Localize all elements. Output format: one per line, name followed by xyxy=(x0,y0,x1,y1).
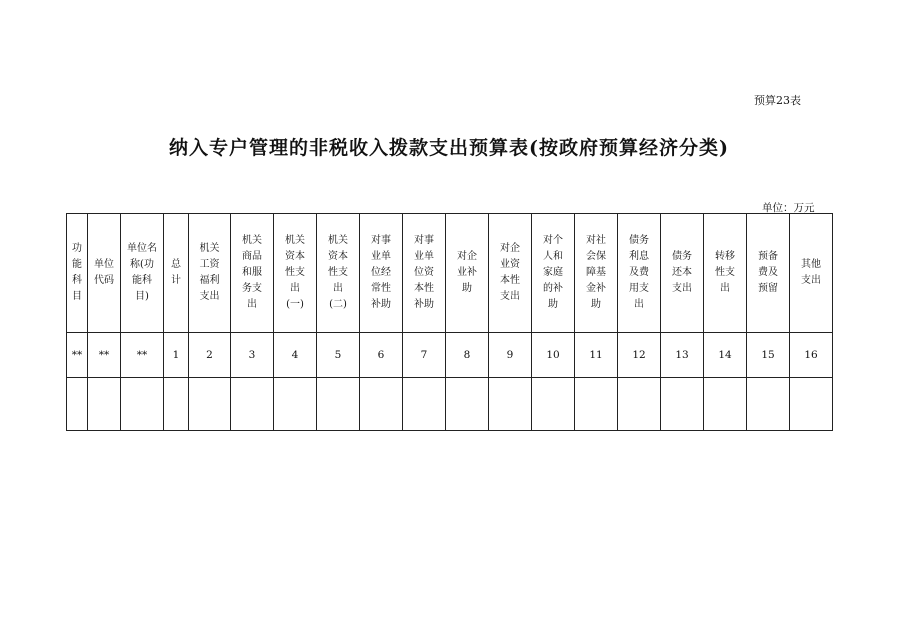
code-cell: 13 xyxy=(661,333,704,378)
empty-cell xyxy=(67,378,88,431)
table-header-row xyxy=(67,214,833,333)
header-unit-name: 单位名称(功能科目) xyxy=(127,243,157,302)
code-cell: 16 xyxy=(790,333,833,378)
header-cell xyxy=(231,214,274,333)
empty-cell xyxy=(661,378,704,431)
empty-cell xyxy=(360,378,403,431)
header-cell xyxy=(274,214,317,333)
code-cell: 5 xyxy=(317,333,360,378)
header-cell xyxy=(189,214,231,333)
header-cell xyxy=(575,214,618,333)
code-cell: 14 xyxy=(704,333,747,378)
header-cell xyxy=(67,214,88,333)
empty-cell xyxy=(231,378,274,431)
empty-cell xyxy=(704,378,747,431)
empty-cell xyxy=(747,378,790,431)
empty-cell xyxy=(121,378,164,431)
header-col-6: 对事业单位资本性补助 xyxy=(414,235,434,310)
header-col-3: 机关资本性支出(一) xyxy=(285,235,305,310)
page-title: 纳入专户管理的非税收入拨款支出预算表(按政府预算经济分类) xyxy=(169,137,729,159)
code-cell: 12 xyxy=(618,333,661,378)
empty-cell xyxy=(88,378,121,431)
code-function-subject: ** xyxy=(71,349,83,361)
unit-label: 单位：万元 xyxy=(762,202,815,214)
header-total: 总计 xyxy=(171,259,181,286)
code-cell: 7 xyxy=(403,333,446,378)
code-cell: 8 xyxy=(446,333,489,378)
header-cell xyxy=(164,214,189,333)
code-cell: ** xyxy=(88,333,121,378)
budget-table xyxy=(66,213,833,431)
table-number: 预算23表 xyxy=(754,94,801,107)
code-cell: 10 xyxy=(532,333,575,378)
code-cell: 4 xyxy=(274,333,317,378)
header-cell xyxy=(121,214,164,333)
empty-cell xyxy=(532,378,575,431)
code-cell: 2 xyxy=(189,333,231,378)
header-col-7: 对企业补助 xyxy=(457,251,477,294)
header-col-9: 对个人和家庭的补助 xyxy=(543,235,563,310)
header-col-1: 机关工资福利支出 xyxy=(199,243,220,302)
code-cell xyxy=(67,333,88,378)
header-cell xyxy=(790,214,833,333)
header-col-8: 对企业资本性支出 xyxy=(500,243,520,302)
header-col-2: 机关商品和服务支出 xyxy=(242,235,262,310)
header-cell xyxy=(360,214,403,333)
code-cell: 1 xyxy=(164,333,189,378)
empty-cell xyxy=(164,378,189,431)
header-cell xyxy=(489,214,532,333)
header-col-12: 债务还本支出 xyxy=(672,251,692,294)
header-cell xyxy=(88,214,121,333)
code-cell: 11 xyxy=(575,333,618,378)
header-cell xyxy=(403,214,446,333)
header-col-10: 对社会保障基金补助 xyxy=(586,235,606,310)
table-row-empty xyxy=(67,378,833,431)
empty-cell xyxy=(403,378,446,431)
empty-cell xyxy=(274,378,317,431)
header-cell xyxy=(532,214,575,333)
header-unit-code: 单位代码 xyxy=(94,259,114,286)
empty-cell xyxy=(575,378,618,431)
empty-cell xyxy=(189,378,231,431)
code-cell: 6 xyxy=(360,333,403,378)
header-col-13: 转移性支出 xyxy=(715,251,735,294)
empty-cell xyxy=(317,378,360,431)
empty-cell xyxy=(790,378,833,431)
header-col-11: 债务利息及费用支出 xyxy=(629,235,649,310)
header-cell xyxy=(446,214,489,333)
header-col-15: 其他支出 xyxy=(801,259,821,286)
header-col-14: 预备费及预留 xyxy=(758,251,778,294)
empty-cell xyxy=(489,378,532,431)
header-cell xyxy=(704,214,747,333)
empty-cell xyxy=(446,378,489,431)
table-row xyxy=(67,333,833,378)
code-cell: 15 xyxy=(747,333,790,378)
empty-cell xyxy=(618,378,661,431)
header-cell xyxy=(747,214,790,333)
code-cell: 9 xyxy=(489,333,532,378)
header-cell xyxy=(661,214,704,333)
header-function-subject: 功能科目 xyxy=(72,243,82,302)
header-col-4: 机关资本性支出(二) xyxy=(328,235,348,310)
code-cell: ** xyxy=(121,333,164,378)
header-cell xyxy=(618,214,661,333)
header-cell xyxy=(317,214,360,333)
header-col-5: 对事业单位经常性补助 xyxy=(371,235,391,310)
code-cell: 3 xyxy=(231,333,274,378)
